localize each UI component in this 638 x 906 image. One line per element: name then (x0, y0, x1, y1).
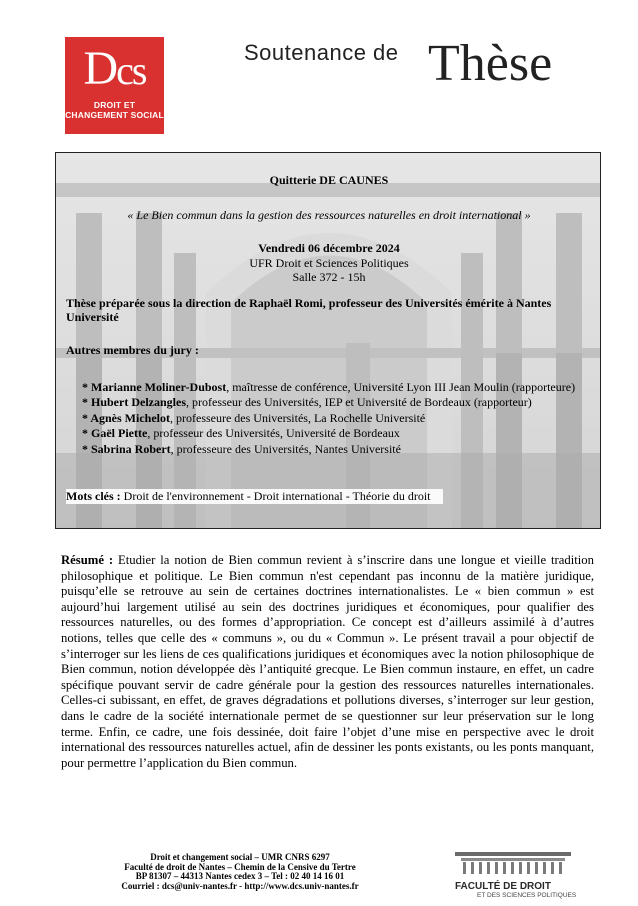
jury-member: * Marianne Moliner-Dubost, maîtresse de conférence, Université Lyon III Jean Moulin (rapporteure) (82, 380, 576, 394)
defense-faculty: UFR Droit et Sciences Politiques (249, 256, 409, 270)
jury-member: * Agnès Michelot, professeure des Universités, La Rochelle Université (82, 410, 426, 425)
defense-date: Vendredi 06 décembre 2024 (258, 241, 400, 255)
jury-heading: Autres membres du jury : (66, 343, 199, 357)
thesis-title: « Le Bien commun dans la gestion des ressources naturelles en droit international » (127, 208, 531, 222)
footer-address: Droit et changement social – UMR CNRS 6297 Faculté de droit de Nantes – Chemin de la Censive du Tertre BP 81307 – 44313 Nantes cedex 3 – Tel : 02 40 14 16 01 Courriel : dcs@univ-nantes.fr - http://www.dcs.univ-nantes.fr (121, 852, 359, 891)
these-heading: Thèse (428, 35, 553, 92)
abstract (61, 553, 594, 771)
dcs-logo (65, 37, 164, 134)
dcs-logo-text: DROIT ET CHANGEMENT SOCIAL (65, 100, 164, 120)
faculty-logo-subname: ET DES SCIENCES POLITIQUES (477, 892, 577, 899)
jury-member: * Gaël Piette, professeur des Universités, Université de Bordeaux (82, 426, 400, 441)
faculty-logo-name: FACULTÉ DE DROIT (455, 881, 551, 892)
faculty-logo (455, 852, 583, 899)
defense-room: Salle 372 - 15h (292, 270, 366, 284)
faculty-building-icon (455, 852, 583, 874)
keywords: Mots clés : Droit de l'environnement - Droit international - Théorie du droit (66, 489, 443, 504)
dcs-logo-mark: Dcs (83, 42, 146, 95)
soutenance-heading: Soutenance de (244, 40, 399, 65)
jury-member: * Hubert Delzangles, professeur des Universités, IEP et Université de Bordeaux (rapporteur) (82, 395, 532, 410)
jury-member: * Sabrina Robert, professeure des Universités, Nantes Université (82, 441, 401, 456)
abstract-text: Etudier la notion de Bien commun revient à s’inscrire dans une longue et vieille tradition philosophique et politique. Le Bien commun n'est cependant pas inconnu de la matière juridique, puisqu’elle se retrouve au sein de certaines doctrines internationalistes. Le « bien commun » est aujourd’hui largement utilisé au sein des doctrines juridiques et économiques, pour qualifier des ressources naturelles, ou des formes d’appropriation. Ce concept est d’ailleurs assimilé à d’autres notions, telles que celle des « communs », ou du « Commun ». Le présent travail a pour objectif de s’interroger sur les liens de ces qualifications juridiques et économiques avec la notion philosophique de Bien commun, notion développée dès l’antiquité grecque. Le Bien commun instaure, en effet, un cadre spécifique pouvant servir de cadre générale pour la gestion des ressources naturelles internationales. Celles-ci subissant, en effet, de graves dégradations et pollutions diverses, s’interroger sur leur gestion, dans le cadre de la société internationale permet de se questionner sur leur préservation sur le long terme. Enfin, ce cadre, une fois dessinée, doit faire l’objet d’une mise en perspective avec le droit international des ressources naturelles actuel, afin de dessiner les ponts existants, ou les ponts manquant, pour permettre l’application du Bien commun. (61, 553, 594, 770)
thesis-direction: Thèse préparée sous la direction de Raphaël Romi, professeur des Universités émérite à Nantes Université (66, 296, 552, 324)
abstract-label: Résumé : (61, 553, 114, 567)
candidate-name: Quitterie DE CAUNES (269, 173, 389, 187)
jury-list (82, 380, 575, 457)
defense-info-box (55, 152, 601, 529)
